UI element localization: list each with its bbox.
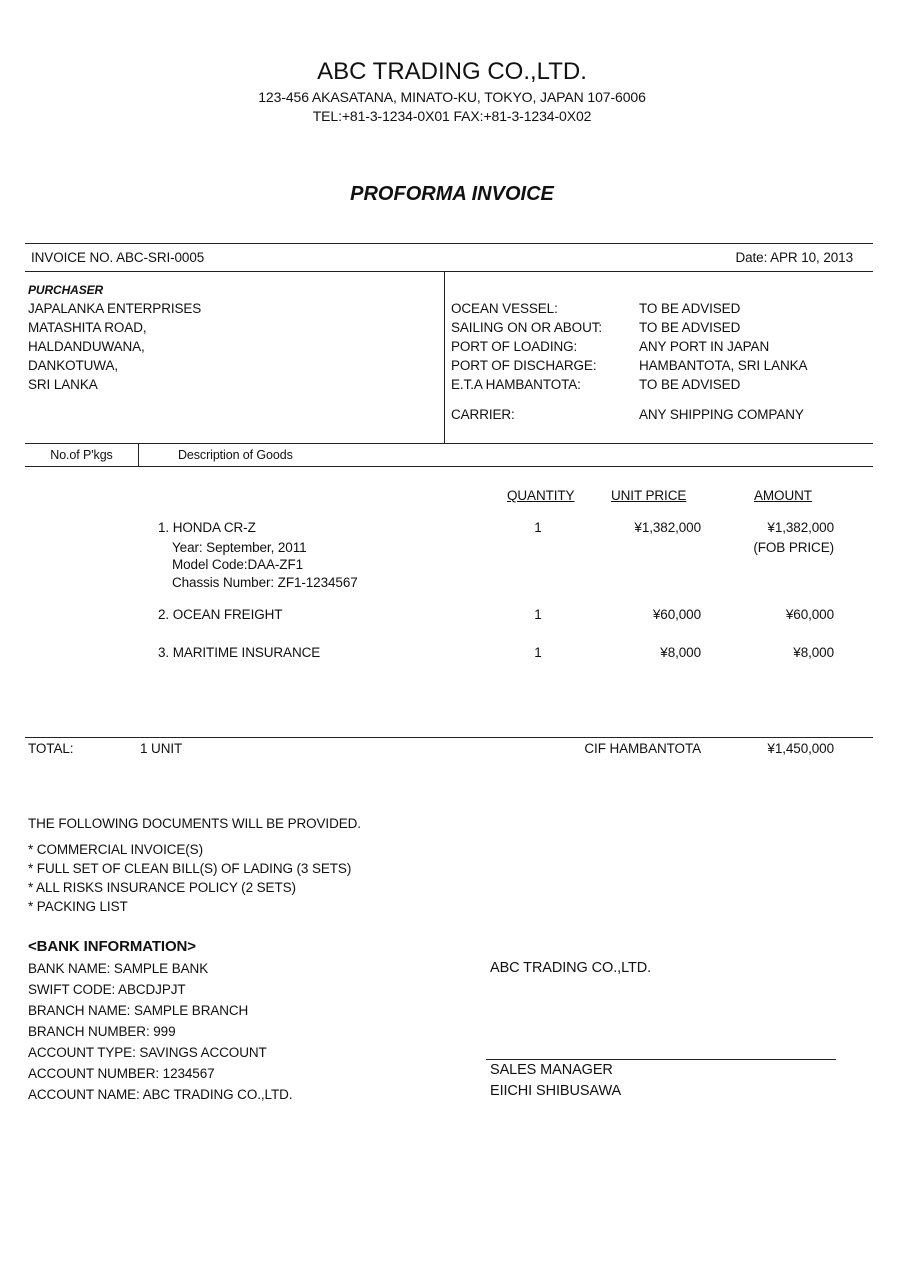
item-quantity: 1 xyxy=(534,645,542,660)
bank-line: BANK NAME: SAMPLE BANK xyxy=(28,961,209,976)
documents-item: * ALL RISKS INSURANCE POLICY (2 SETS) xyxy=(28,880,296,895)
total-terms: CIF HAMBANTOTA xyxy=(584,741,701,756)
total-label: TOTAL: xyxy=(28,741,74,756)
carrier-label: CARRIER: xyxy=(451,407,515,422)
bank-line: SWIFT CODE: ABCDJPJT xyxy=(28,982,186,997)
documents-item: * PACKING LIST xyxy=(28,899,128,914)
item-name: 2. OCEAN FREIGHT xyxy=(158,607,283,622)
unit-price-header: UNIT PRICE xyxy=(611,488,687,503)
documents-intro: THE FOLLOWING DOCUMENTS WILL BE PROVIDED. xyxy=(28,816,361,831)
purchaser-address xyxy=(28,299,201,394)
shipping-label: SAILING ON OR ABOUT: xyxy=(451,320,603,335)
divider-vertical-purchaser xyxy=(444,271,445,443)
purchaser-line: HALDANDUWANA, xyxy=(28,339,145,354)
shipping-label: PORT OF DISCHARGE: xyxy=(451,358,597,373)
pkgs-header: No.of P'kgs xyxy=(50,448,113,462)
total-amount: ¥1,450,000 xyxy=(767,741,834,756)
company-contact: TEL:+81-3-1234-0X01 FAX:+81-3-1234-0X02 xyxy=(312,108,592,124)
signature-name: EIICHI SHIBUSAWA xyxy=(490,1083,622,1099)
purchaser-line: SRI LANKA xyxy=(28,377,98,392)
divider-columns-top xyxy=(25,443,873,444)
signature-company: ABC TRADING CO.,LTD. xyxy=(490,960,652,976)
item-name: 3. MARITIME INSURANCE xyxy=(158,645,321,660)
documents-list xyxy=(28,840,351,916)
amount-header: AMOUNT xyxy=(754,488,812,503)
item-unit-price: ¥8,000 xyxy=(660,645,701,660)
item-detail: Chassis Number: ZF1-1234567 xyxy=(172,575,358,590)
signature-title: SALES MANAGER xyxy=(490,1062,613,1078)
item-unit-price: ¥1,382,000 xyxy=(634,520,701,535)
shipping-labels xyxy=(451,299,602,394)
item-amount-note: (FOB PRICE) xyxy=(753,540,834,555)
bank-line: ACCOUNT TYPE: SAVINGS ACCOUNT xyxy=(28,1045,267,1060)
divider-top xyxy=(25,243,873,244)
item-name: 1. HONDA CR-Z xyxy=(158,520,256,535)
shipping-label: OCEAN VESSEL: xyxy=(451,301,558,316)
item-amount: ¥8,000 xyxy=(793,645,834,660)
item-amount: ¥1,382,000 xyxy=(767,520,834,535)
bank-line: BRANCH NUMBER: 999 xyxy=(28,1024,176,1039)
documents-item: * FULL SET OF CLEAN BILL(S) OF LADING (3 SETS) xyxy=(28,861,352,876)
bank-details xyxy=(28,958,292,1105)
shipping-value: ANY PORT IN JAPAN xyxy=(639,339,770,354)
item-quantity: 1 xyxy=(534,520,542,535)
bank-line: ACCOUNT NUMBER: 1234567 xyxy=(28,1066,215,1081)
carrier-value: ANY SHIPPING COMPANY xyxy=(639,407,804,422)
divider-columns-bottom xyxy=(25,466,873,467)
bank-heading: <BANK INFORMATION> xyxy=(28,938,196,955)
purchaser-line: JAPALANKA ENTERPRISES xyxy=(28,301,202,316)
item-amount: ¥60,000 xyxy=(785,607,834,622)
shipping-label: E.T.A HAMBANTOTA: xyxy=(451,377,581,392)
item-detail: Year: September, 2011 xyxy=(172,540,307,555)
shipping-value: HAMBANTOTA, SRI LANKA xyxy=(639,358,808,373)
purchaser-label: PURCHASER xyxy=(28,283,104,297)
company-name: ABC TRADING CO.,LTD. xyxy=(317,58,587,85)
invoice-number: INVOICE NO. ABC-SRI-0005 xyxy=(31,250,205,265)
bank-line: ACCOUNT NAME: ABC TRADING CO.,LTD. xyxy=(28,1087,293,1102)
divider-invoice xyxy=(25,271,873,272)
purchaser-line: DANKOTUWA, xyxy=(28,358,118,373)
shipping-values xyxy=(639,299,807,394)
purchaser-line: MATASHITA ROAD, xyxy=(28,320,147,335)
document-title: PROFORMA INVOICE xyxy=(350,183,554,205)
invoice-date: Date: APR 10, 2013 xyxy=(735,250,853,265)
item-unit-price: ¥60,000 xyxy=(652,607,701,622)
company-address: 123-456 AKASATANA, MINATO-KU, TOKYO, JAPAN 107-6006 xyxy=(258,89,646,105)
shipping-value: TO BE ADVISED xyxy=(639,320,741,335)
item-detail: Model Code:DAA-ZF1 xyxy=(172,557,303,572)
divider-vertical-columns xyxy=(138,443,139,467)
description-header: Description of Goods xyxy=(178,448,293,462)
shipping-label: PORT OF LOADING: xyxy=(451,339,578,354)
divider-total xyxy=(25,737,873,738)
bank-line: BRANCH NAME: SAMPLE BRANCH xyxy=(28,1003,249,1018)
item-quantity: 1 xyxy=(534,607,542,622)
documents-item: * COMMERCIAL INVOICE(S) xyxy=(28,842,203,857)
total-units: 1 UNIT xyxy=(140,741,183,756)
shipping-value: TO BE ADVISED xyxy=(639,377,741,392)
signature-line xyxy=(486,1059,836,1060)
shipping-value: TO BE ADVISED xyxy=(639,301,741,316)
quantity-header: QUANTITY xyxy=(507,488,575,503)
